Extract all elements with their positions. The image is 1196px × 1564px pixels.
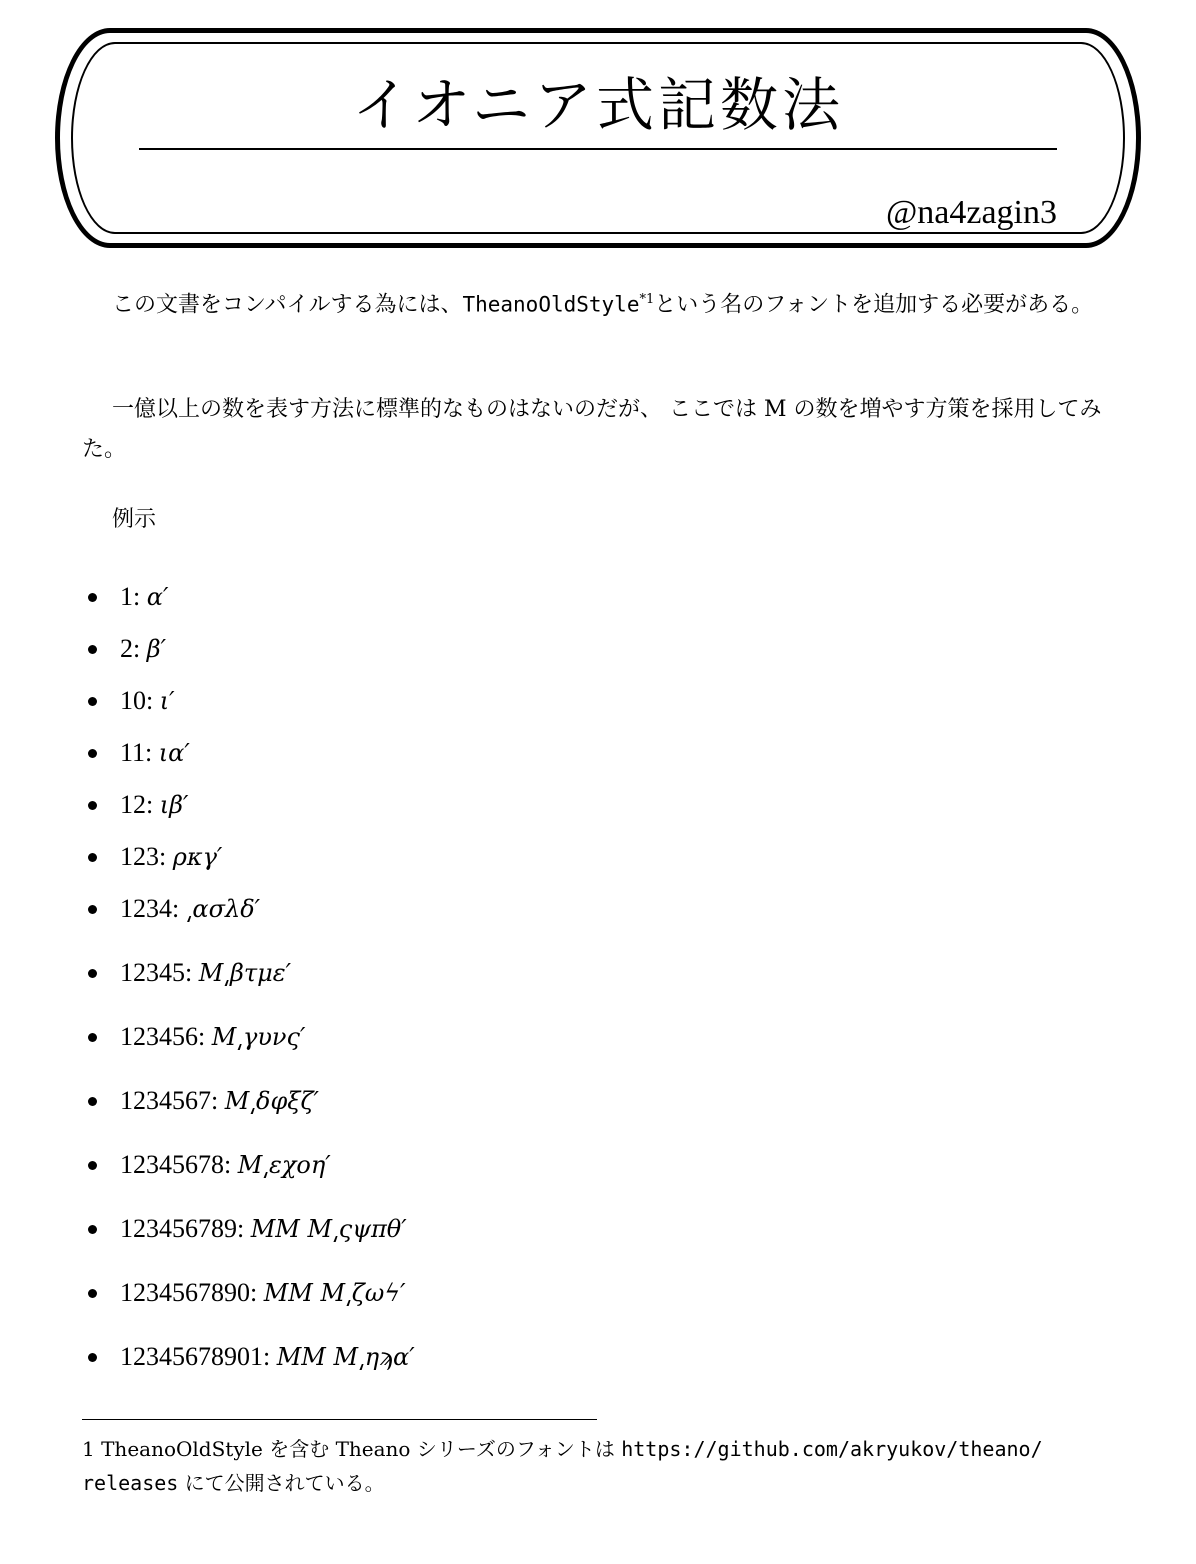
bullet-icon bbox=[88, 801, 97, 810]
bullet-icon bbox=[88, 645, 97, 654]
example-greek: M͵βτμε′ bbox=[198, 959, 292, 987]
bullet-icon bbox=[88, 969, 97, 978]
example-greek: ͵ασλδ′ bbox=[185, 895, 261, 923]
footnote-url-continued[interactable]: releases bbox=[82, 1471, 179, 1495]
bullet-icon bbox=[88, 1289, 97, 1298]
example-number: 12345: bbox=[120, 958, 193, 987]
list-item bbox=[82, 872, 415, 924]
title-frame-inner bbox=[71, 42, 1125, 234]
document-title: イオニア式記数法 bbox=[352, 71, 844, 139]
example-number: 2: bbox=[120, 634, 141, 663]
list-item bbox=[82, 768, 415, 820]
footnote-rule bbox=[82, 1419, 597, 1420]
bullet-icon bbox=[88, 1033, 97, 1042]
bullet-icon bbox=[88, 905, 97, 914]
example-number: 12: bbox=[120, 790, 154, 819]
list-item bbox=[82, 664, 415, 716]
example-number: 12345678901: bbox=[120, 1342, 271, 1371]
list-item bbox=[82, 1244, 415, 1308]
example-greek: ιβ′ bbox=[159, 791, 189, 819]
list-item bbox=[82, 1052, 415, 1116]
example-greek: M͵δφξζ′ bbox=[224, 1087, 319, 1115]
example-greek: M͵εχοη′ bbox=[237, 1151, 331, 1179]
intro-text-2: 一億以上の数を表す方法に標準的なものはないのだが、 ここでは M の数を増やす方策を採用してみた。 bbox=[82, 397, 1102, 462]
example-number: 12345678: bbox=[120, 1150, 232, 1179]
list-item bbox=[82, 560, 415, 612]
example-number: 10: bbox=[120, 686, 154, 715]
title-rule bbox=[139, 148, 1057, 150]
bullet-icon bbox=[88, 853, 97, 862]
example-greek: MM M͵ηϡα′ bbox=[276, 1343, 415, 1371]
example-number: 1234567: bbox=[120, 1086, 219, 1115]
example-number: 11: bbox=[120, 738, 153, 767]
bullet-icon bbox=[88, 1225, 97, 1234]
list-item bbox=[82, 612, 415, 664]
example-greek: ια′ bbox=[158, 739, 190, 767]
example-greek: ρκγ′ bbox=[172, 843, 223, 871]
intro-text-before: この文書をコンパイルする為には、 bbox=[112, 292, 463, 318]
example-number: 123: bbox=[120, 842, 167, 871]
examples-list bbox=[82, 560, 415, 1372]
intro-text-after: という名のフォントを追加する必要がある。 bbox=[654, 292, 1094, 318]
footnote-number: 1 bbox=[82, 1437, 95, 1461]
examples-label: 例示 bbox=[112, 507, 157, 532]
example-number: 123456: bbox=[120, 1022, 206, 1051]
footnote-ref[interactable]: *1 bbox=[639, 292, 655, 307]
list-item bbox=[82, 820, 415, 872]
example-number: 123456789: bbox=[120, 1214, 245, 1243]
intro-paragraph-1 bbox=[82, 280, 1112, 325]
list-item bbox=[82, 988, 415, 1052]
example-greek: β′ bbox=[146, 635, 167, 663]
example-greek: α′ bbox=[146, 583, 169, 611]
example-number: 1: bbox=[120, 582, 141, 611]
list-item bbox=[82, 1180, 415, 1244]
example-greek: M͵γυνς′ bbox=[211, 1023, 306, 1051]
intro-paragraph-2 bbox=[82, 390, 1112, 470]
list-item bbox=[82, 1308, 415, 1372]
bullet-icon bbox=[88, 1097, 97, 1106]
example-number: 1234: bbox=[120, 894, 180, 923]
bullet-icon bbox=[88, 593, 97, 602]
author-handle: @na4zagin3 bbox=[885, 194, 1057, 231]
example-greek: MM M͵ζωϟ′ bbox=[263, 1279, 406, 1307]
footnote-text-after: にて公開されている。 bbox=[178, 1471, 385, 1495]
example-number: 1234567890: bbox=[120, 1278, 258, 1307]
footnote-url[interactable]: https://github.com/akryukov/theano/ bbox=[621, 1437, 1043, 1461]
footnote-text-before: TheanoOldStyle を含む Theano シリーズのフォントは bbox=[101, 1437, 622, 1461]
bullet-icon bbox=[88, 749, 97, 758]
example-greek: ι′ bbox=[159, 687, 175, 715]
list-item bbox=[82, 716, 415, 768]
font-name: TheanoOldStyle bbox=[462, 292, 640, 317]
footnote bbox=[82, 1432, 1122, 1500]
list-item bbox=[82, 924, 415, 988]
bullet-icon bbox=[88, 1161, 97, 1170]
example-greek: MM M͵ςψπθ′ bbox=[250, 1215, 407, 1243]
bullet-icon bbox=[88, 697, 97, 706]
title-frame bbox=[55, 28, 1141, 248]
list-item bbox=[82, 1116, 415, 1180]
bullet-icon bbox=[88, 1353, 97, 1362]
